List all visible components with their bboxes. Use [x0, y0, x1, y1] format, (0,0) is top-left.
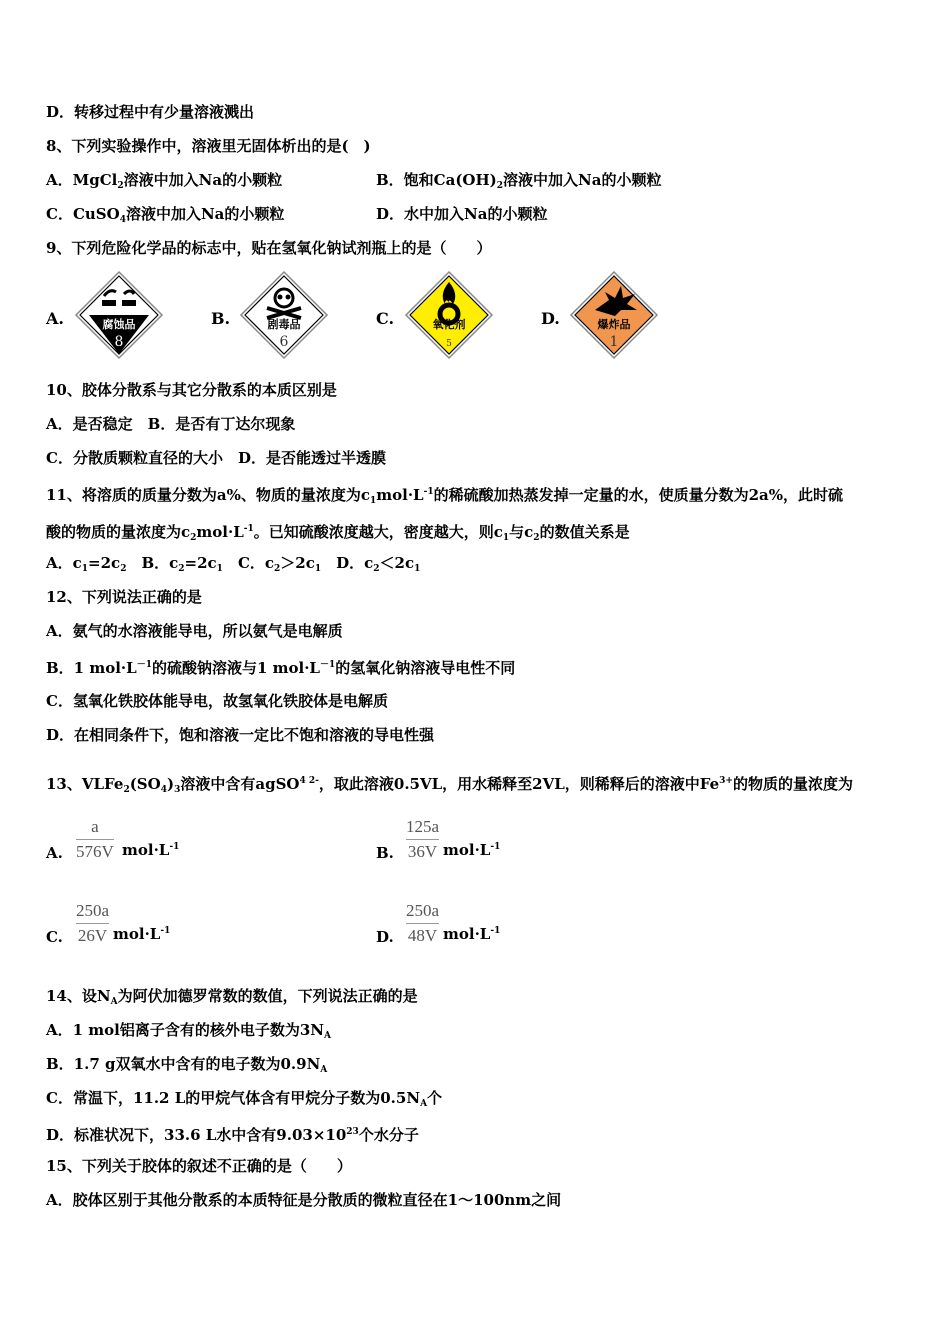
text-run: mol·L [196, 523, 244, 541]
text-line [46, 553, 420, 579]
fraction [76, 817, 114, 862]
superscript: -1 [243, 524, 254, 534]
text-line [46, 986, 418, 1012]
text-run: C．c [222, 554, 275, 572]
option-label: C. [376, 309, 395, 328]
hazard-sign[interactable] [239, 270, 329, 360]
text-run: ＜2c [379, 554, 415, 572]
unit [443, 925, 500, 943]
option-label: A. [46, 844, 63, 862]
numerator: 250a [76, 901, 110, 920]
text-line [46, 771, 853, 800]
subscript: 2 [274, 564, 281, 574]
fraction-bar [76, 839, 114, 840]
text-run: 为阿伏加德罗常数的数值，下列说法正确的是 [117, 987, 418, 1005]
text-line [46, 621, 343, 641]
text-run: 12、下列说法正确的是 [46, 588, 202, 606]
option-label: B. [211, 309, 231, 328]
hazard-class-number: 8 [114, 334, 124, 350]
denominator: 48V [407, 926, 438, 945]
text-run: ) [166, 775, 175, 793]
subscript: 1 [81, 564, 89, 574]
hazard-class-number: 5 [446, 339, 452, 349]
denominator: 36V [407, 842, 438, 861]
fraction-bar [406, 923, 439, 924]
subscript: 2 [533, 533, 540, 543]
text-run: 溶液中加入Na的小颗粒 [123, 171, 283, 189]
superscript: －1 [136, 660, 152, 670]
superscript: -1 [160, 926, 171, 936]
text-run: SO [275, 775, 300, 793]
text-run: 14、设N [46, 987, 111, 1005]
option-label: A. [46, 309, 64, 328]
text-run: 的氢氧化钠溶液导电性不同 [335, 659, 516, 677]
text-run: 的数值关系是 [539, 523, 630, 541]
text-run: C．常温下，11.2 L的甲烷气体含有甲烷分子数为0.5N [46, 1089, 421, 1107]
hazard-sign[interactable] [74, 270, 164, 360]
text-line [376, 204, 547, 224]
text-line [46, 1156, 352, 1176]
text-run: A．氨气的水溶液能导电，所以氨气是电解质 [46, 622, 343, 640]
hazard-sign[interactable] [404, 270, 494, 360]
subscript: A [324, 1031, 332, 1041]
text-run: A．胶体区别于其他分散系的本质特征是分散质的微粒直径在1～100nm之间 [46, 1191, 562, 1209]
text-line [46, 691, 388, 711]
text-run: 溶液中含有ag [180, 775, 276, 793]
superscript: －1 [319, 660, 336, 670]
text-run: B．1.7 g双氧水中含有的电子数为0.9N [46, 1055, 321, 1073]
subscript: 2 [123, 785, 130, 795]
text-run: D．c [321, 554, 374, 572]
text-run: 溶液中加入Na的小颗粒 [125, 205, 285, 223]
text-run: 11、将溶质的质量分数为a%、物质的量浓度为c [46, 486, 370, 504]
unit [443, 841, 500, 859]
text-run: B．c [126, 554, 179, 572]
numerator: a [91, 817, 99, 836]
superscript: -1 [490, 926, 501, 936]
text-run: 13、VLFe [46, 775, 124, 793]
text-line [46, 587, 202, 607]
unit-text: mol·L [443, 925, 491, 943]
text-run: C．CuSO [46, 205, 120, 223]
hazard-class-number: 6 [279, 334, 289, 350]
text-run: 的硫酸钠溶液与1 mol·L [151, 659, 320, 677]
text-run: C．分散质颗粒直径的大小 D．是否能透过半透膜 [46, 449, 386, 467]
text-line [46, 448, 386, 468]
subscript: 2 [178, 564, 185, 574]
text-line [46, 1088, 442, 1114]
fraction [406, 817, 439, 862]
superscript: 3+ [719, 776, 733, 786]
text-run: 的稀硫酸加热蒸发掉一定量的水，使质量分数为2a%，此时硫 [433, 486, 844, 504]
superscript: -1 [169, 842, 180, 852]
subscript: 1 [216, 564, 223, 574]
text-run: 个 [427, 1089, 443, 1107]
text-run: C．氢氧化铁胶体能导电，故氢氧化铁胶体是电解质 [46, 692, 388, 710]
subscript: 1 [414, 564, 421, 574]
text-run: 的物质的量浓度为 [732, 775, 853, 793]
text-run: A．1 mol铝离子含有的核外电子数为3N [46, 1021, 325, 1039]
subscript: 2 [120, 564, 127, 574]
text-run: ，取此溶液0.5VL，用水稀释至2VL，则稀释后的溶液中Fe [318, 775, 720, 793]
text-run: A．是否稳定 B．是否有丁达尔现象 [46, 415, 296, 433]
text-run: 酸的物质的量浓度为c [46, 523, 191, 541]
hazard-name: 爆炸品 [597, 318, 631, 331]
text-run: 个水分子 [358, 1126, 419, 1144]
text-run: B．1 mol·L [46, 659, 137, 677]
hazard-name: 剧毒品 [267, 318, 301, 331]
text-line [46, 482, 843, 511]
text-run: 溶液中加入Na的小颗粒 [503, 171, 662, 189]
text-run: D．水中加入Na的小颗粒 [376, 205, 548, 223]
numerator: 250a [406, 901, 440, 920]
text-run: D．转移过程中有少量溶液溅出 [46, 103, 255, 121]
text-line [46, 1020, 331, 1046]
text-run: (SO [129, 775, 161, 793]
text-run: B．饱和Ca(OH) [376, 171, 497, 189]
text-run: =2c [88, 554, 121, 572]
text-run: mol·L [376, 486, 424, 504]
text-run: D．标准状况下，33.6 L水中含有9.03×10 [46, 1126, 347, 1144]
text-run: 。已知硫酸浓度越大，密度越大，则c [253, 523, 503, 541]
unit-text: mol·L [443, 841, 491, 859]
superscript: 4 2- [299, 776, 319, 786]
subscript: 4 [160, 785, 167, 795]
option-label: D. [541, 309, 560, 328]
text-line [46, 170, 282, 196]
option-label: B. [376, 844, 394, 862]
hazard-class-number: 1 [609, 334, 619, 350]
hazard-name: 腐蚀品 [102, 318, 136, 331]
text-run: 9、下列危险化学品的标志中，贴在氢氧化钠试剂瓶上的是（ ） [46, 239, 492, 257]
text-run: 8、下列实验操作中，溶液里无固体析出的是( ) [46, 137, 371, 155]
subscript: 3 [174, 785, 181, 795]
subscript: 2 [373, 564, 380, 574]
subscript: 2 [117, 181, 124, 191]
superscript: -1 [490, 842, 501, 852]
subscript: 1 [502, 533, 510, 543]
text-line [46, 204, 284, 230]
subscript: A [110, 997, 118, 1007]
text-line [46, 1054, 327, 1080]
subscript: 1 [369, 496, 377, 506]
text-run: 15、下列关于胶体的叙述不正确的是（ ） [46, 1157, 352, 1175]
subscript: 4 [119, 215, 126, 225]
text-line [46, 380, 337, 400]
hazard-sign[interactable] [569, 270, 659, 360]
unit [122, 841, 179, 859]
text-line [46, 725, 434, 745]
text-run: A．MgCl [46, 171, 118, 189]
text-run: A．c [46, 554, 82, 572]
option-label: C. [46, 928, 63, 946]
subscript: 2 [190, 533, 197, 543]
text-line [46, 519, 630, 548]
fraction [76, 901, 109, 946]
hazard-name: 氧化剂 [432, 318, 466, 331]
unit-text: mol·L [122, 841, 170, 859]
text-run: 10、胶体分散系与其它分散系的本质区别是 [46, 381, 337, 399]
text-run: D．在相同条件下，饱和溶液一定比不饱和溶液的导电性强 [46, 726, 435, 744]
superscript: -1 [423, 487, 434, 497]
text-line [46, 238, 491, 258]
text-line [46, 1122, 419, 1145]
denominator: 576V [76, 842, 114, 861]
text-run: ＞2c [280, 554, 315, 572]
subscript: 2 [496, 181, 504, 191]
unit-text: mol·L [113, 925, 161, 943]
subscript: 1 [314, 564, 322, 574]
fraction [406, 901, 439, 946]
subscript: A [420, 1099, 428, 1109]
text-line [46, 1190, 561, 1210]
text-run: =2c [184, 554, 217, 572]
denominator: 26V [77, 926, 108, 945]
text-line [46, 102, 254, 122]
text-line [46, 414, 295, 434]
option-label: D. [376, 928, 394, 946]
text-line [376, 170, 661, 196]
text-line [46, 655, 515, 678]
text-run: 与c [509, 523, 534, 541]
superscript: 23 [346, 1127, 359, 1137]
subscript: A [320, 1065, 328, 1075]
fraction-bar [406, 839, 439, 840]
unit [113, 925, 170, 943]
text-line [46, 136, 371, 156]
numerator: 125a [406, 817, 440, 836]
fraction-bar [76, 923, 109, 924]
